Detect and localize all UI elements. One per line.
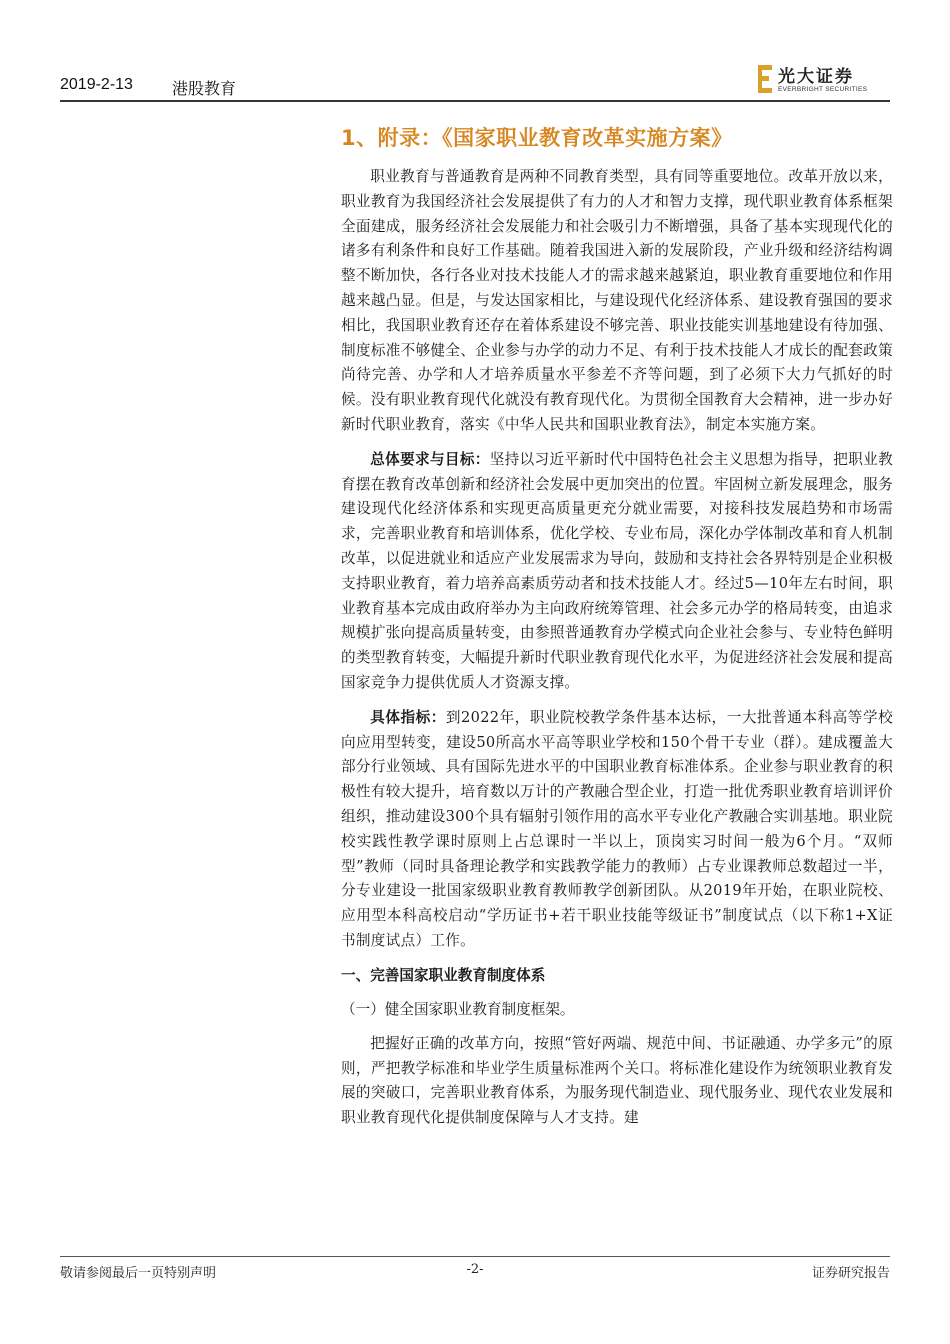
- header-rule: [60, 100, 890, 102]
- footer-rule: [60, 1256, 890, 1257]
- paragraph-intro: 职业教育与普通教育是两种不同教育类型，具有同等重要地位。改革开放以来，职业教育为我国经济社会发展提供了有力的人才和智力支撑，现代职业教育体系框架全面建成，服务经济社会发展能力和社会吸引力不断增强，具备了基本实现现代化的诸多有利条件和良好工作基础。随着我国进入新的发展阶段，产业升级和经济结构调整不断加快，各行各业对技术技能人才的需求越来越紧迫，职业教育重要地位和作用越来越凸显。但是，与发达国家相比，与建设现代化经济体系、建设教育强国的要求相比，我国职业教育还存在着体系建设不够完善、职业技能实训基地建设有待加强、制度标准不够健全、企业参与办学的动力不足、有利于技术技能人才成长的配套政策尚待完善、办学和人才培养质量水平参差不齐等问题，到了必须下大力气抓好的时候。没有职业教育现代化就没有教育现代化。为贯彻全国教育大会精神，进一步办好新时代职业教育，落实《中华人民共和国职业教育法》，制定本实施方案。: [341, 168, 893, 433]
- page-number: -2-: [466, 1262, 484, 1277]
- section-title: 1、附录：《国家职业教育改革实施方案》: [341, 126, 733, 150]
- lead-overall-goals: 总体要求与目标：: [370, 450, 490, 468]
- heading-level-1: 一、完善国家职业教育制度体系: [341, 966, 546, 984]
- footer-report-type: 证券研究报告: [811, 1266, 890, 1281]
- text-specific-indicators: 到2022年，职业院校教学条件基本达标，一大批普通本科高等学校向应用型转变，建设50所高水平高等职业学校和150个骨干专业（群）。建成覆盖大部分行业领域、具有国际先进水平的中国职业教育标准体系。企业参与职业教育的积极性有较大提升，培育数以万计的产教融合型企业，打造一批优秀职业教育培训评价组织，推动建设300个具有辐射引领作用的高水平专业化产教融合实训基地。职业院校实践性教学课时原则上占总课时一半以上，顶岗实习时间一般为6个月。“双师型”教师（同时具备理论教学和实践教学能力的教师）占专业课教师总数超过一半，分专业建设一批国家级职业教育教师教学创新团队。从2019年开始，在职业院校、应用型本科高校启动“学历证书+若干职业技能等级证书”制度试点（以下称1+X证书制度试点）工作。: [341, 708, 893, 949]
- footer-disclaimer: 敬请参阅最后一页特别声明: [60, 1266, 217, 1281]
- main-content: [341, 112, 893, 1141]
- text-overall-goals: 坚持以习近平新时代中国特色社会主义思想为指导，把职业教育摆在教育改革创新和经济社会发展中更加突出的位置。牢固树立新发展理念，服务建设现代化经济体系和实现更高质量更充分就业需要，对接科技发展趋势和市场需求，完善职业教育和培训体系，优化学校、专业布局，深化办学体制改革和育人机制改革，以促进就业和适应产业发展需求为导向，鼓励和支持社会各界特别是企业积极支持职业教育，着力培养高素质劳动者和技术技能人才。经过5—10年左右时间，职业教育基本完成由政府举办为主向政府统筹管理、社会多元办学的格局转变，由追求规模扩张向提高质量转变，由参照普通教育办学模式向企业社会参与、专业特色鲜明的类型教育转变，大幅提升新时代职业教育现代化水平，为促进经济社会发展和提高国家竞争力提供优质人才资源支撑。: [341, 450, 893, 691]
- logo-mark-icon: [758, 65, 772, 93]
- page-header: [60, 62, 890, 102]
- lead-specific-indicators: 具体指标：: [370, 708, 446, 726]
- paragraph-framework: 把握好正确的改革方向，按照“管好两端、规范中间、书证融通、办学多元”的原则，严把教学标准和毕业学生质量标准两个关口。将标准化建设作为统领职业教育发展的突破口，完善职业教育体系，为服务现代制造业、现代服务业、现代农业发展和职业教育现代化提供制度保障与人才支持。建: [341, 1034, 893, 1127]
- logo-text-cn: 光大证券: [778, 67, 854, 87]
- report-sector: 港股教育: [172, 79, 237, 98]
- paragraph-specific-indicators: [341, 706, 893, 954]
- everbright-logo: [740, 62, 890, 98]
- report-date: 2019-2-13: [60, 76, 133, 93]
- paragraph-overall-goals: [341, 448, 893, 696]
- heading-level-2: （一）健全国家职业教育制度框架。: [341, 1000, 575, 1018]
- logo-text-en: EVERBRIGHT SECURITIES: [778, 86, 868, 93]
